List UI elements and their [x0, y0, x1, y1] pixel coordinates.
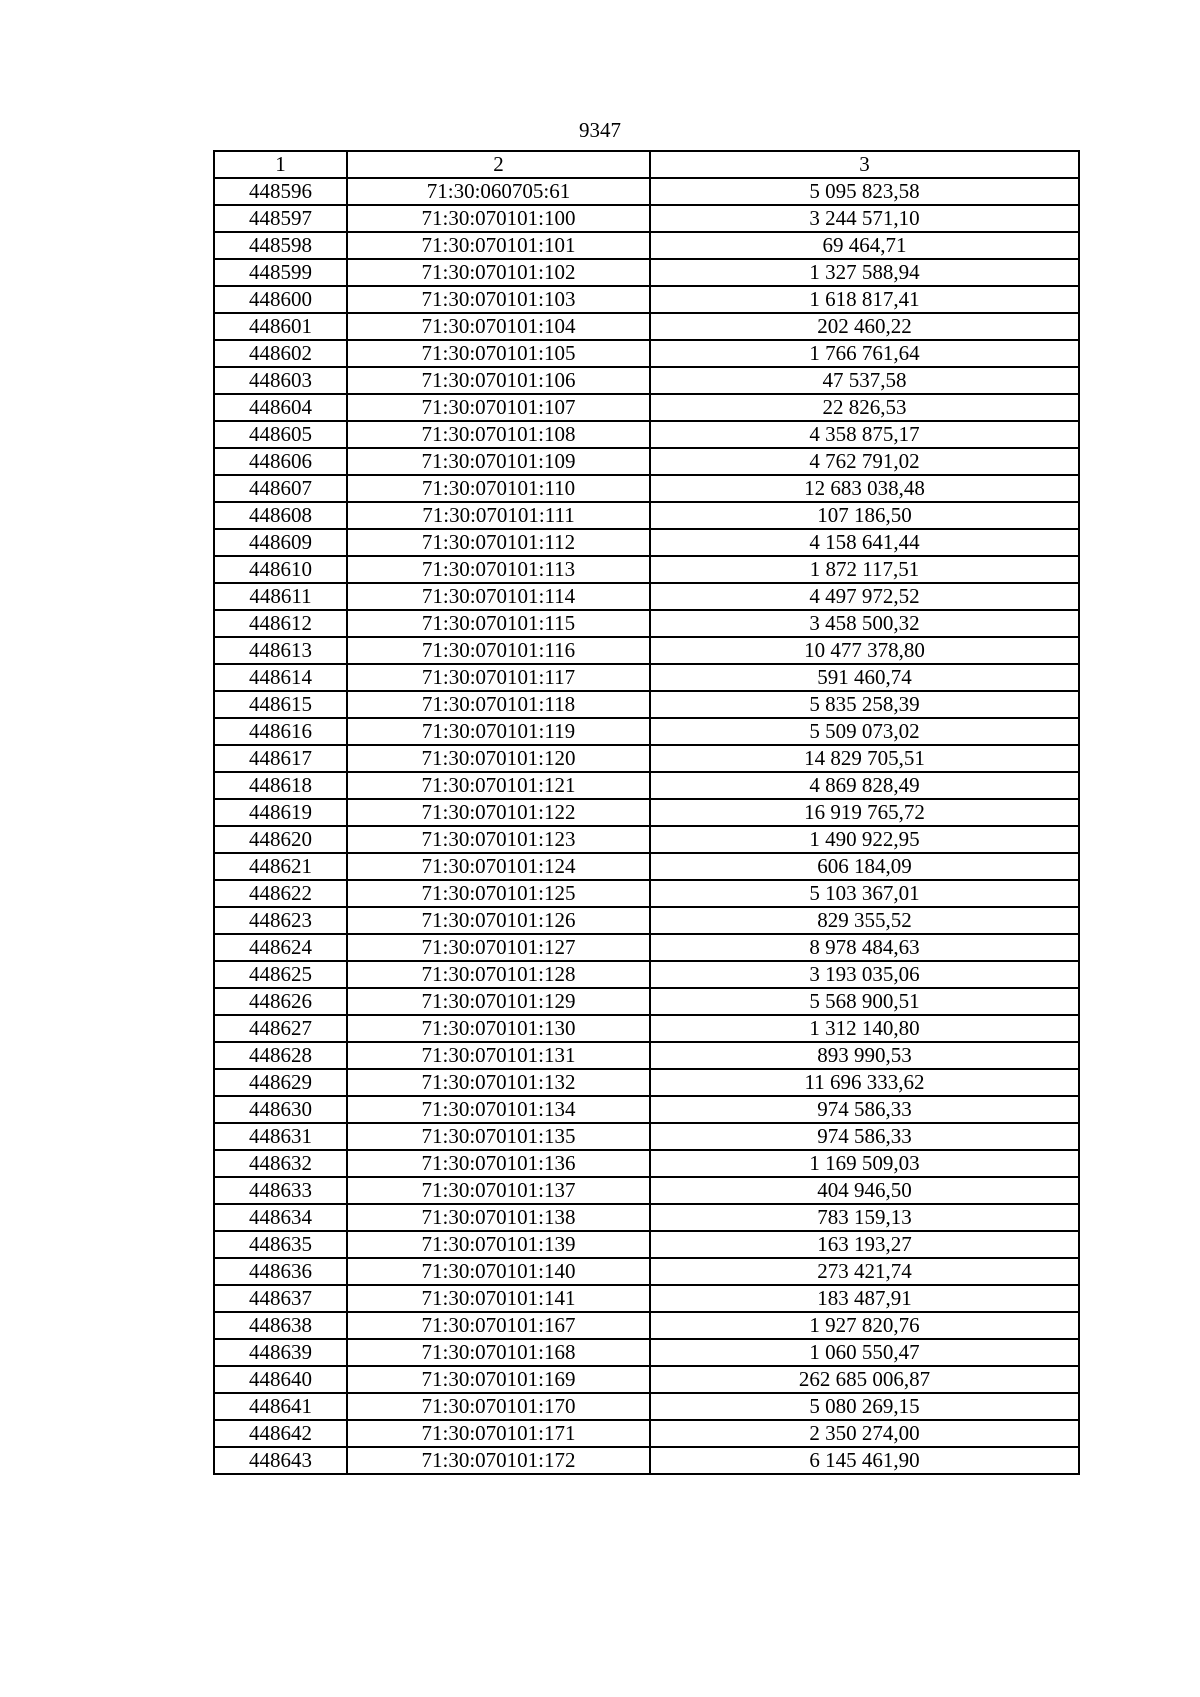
- table-row: [214, 691, 1079, 718]
- cadastral-number-cell: 71:30:070101:126: [347, 907, 650, 934]
- value-cell: 16 919 765,72: [650, 799, 1079, 826]
- row-number-cell: 448622: [214, 880, 347, 907]
- value-cell: 3 244 571,10: [650, 205, 1079, 232]
- column-header-2: 2: [347, 151, 650, 178]
- row-number-cell: 448629: [214, 1069, 347, 1096]
- value-cell: 273 421,74: [650, 1258, 1079, 1285]
- table-row: [214, 1042, 1079, 1069]
- cadastral-number-cell: 71:30:070101:135: [347, 1123, 650, 1150]
- row-number-cell: 448612: [214, 610, 347, 637]
- table-body: [214, 178, 1079, 1474]
- table-row: [214, 853, 1079, 880]
- cadastral-number-cell: 71:30:070101:141: [347, 1285, 650, 1312]
- column-header-1: 1: [214, 151, 347, 178]
- value-cell: 1 872 117,51: [650, 556, 1079, 583]
- table-row: [214, 1366, 1079, 1393]
- table-row: [214, 718, 1079, 745]
- value-cell: 183 487,91: [650, 1285, 1079, 1312]
- value-cell: 893 990,53: [650, 1042, 1079, 1069]
- row-number-cell: 448616: [214, 718, 347, 745]
- cadastral-number-cell: 71:30:070101:170: [347, 1393, 650, 1420]
- value-cell: 606 184,09: [650, 853, 1079, 880]
- cadastral-number-cell: 71:30:070101:107: [347, 394, 650, 421]
- cadastral-number-cell: 71:30:070101:137: [347, 1177, 650, 1204]
- value-cell: 4 358 875,17: [650, 421, 1079, 448]
- cadastral-number-cell: 71:30:070101:114: [347, 583, 650, 610]
- row-number-cell: 448641: [214, 1393, 347, 1420]
- table-row: [214, 502, 1079, 529]
- cadastral-number-cell: 71:30:070101:131: [347, 1042, 650, 1069]
- row-number-cell: 448597: [214, 205, 347, 232]
- row-number-cell: 448633: [214, 1177, 347, 1204]
- table-row: [214, 313, 1079, 340]
- cadastral-number-cell: 71:30:070101:134: [347, 1096, 650, 1123]
- table-row: [214, 367, 1079, 394]
- row-number-cell: 448606: [214, 448, 347, 475]
- value-cell: 404 946,50: [650, 1177, 1079, 1204]
- cadastral-number-cell: 71:30:070101:101: [347, 232, 650, 259]
- table-row: [214, 1015, 1079, 1042]
- page-number: 9347: [579, 118, 621, 142]
- table-row: [214, 259, 1079, 286]
- table-row: [214, 934, 1079, 961]
- row-number-cell: 448619: [214, 799, 347, 826]
- table-row: [214, 1123, 1079, 1150]
- table-row: [214, 1420, 1079, 1447]
- cadastral-number-cell: 71:30:070101:103: [347, 286, 650, 313]
- table-row: [214, 1204, 1079, 1231]
- table-row: [214, 745, 1079, 772]
- row-number-cell: 448617: [214, 745, 347, 772]
- table-row: [214, 340, 1079, 367]
- table-row: [214, 1393, 1079, 1420]
- value-cell: 1 927 820,76: [650, 1312, 1079, 1339]
- value-cell: 6 145 461,90: [650, 1447, 1079, 1474]
- cadastral-number-cell: 71:30:070101:171: [347, 1420, 650, 1447]
- cadastral-number-cell: 71:30:070101:117: [347, 664, 650, 691]
- table-row: [214, 1258, 1079, 1285]
- row-number-cell: 448635: [214, 1231, 347, 1258]
- cadastral-number-cell: 71:30:070101:109: [347, 448, 650, 475]
- cadastral-number-cell: 71:30:070101:124: [347, 853, 650, 880]
- row-number-cell: 448600: [214, 286, 347, 313]
- row-number-cell: 448637: [214, 1285, 347, 1312]
- table-header: [214, 151, 1079, 178]
- value-cell: 4 869 828,49: [650, 772, 1079, 799]
- row-number-cell: 448615: [214, 691, 347, 718]
- table-row: [214, 826, 1079, 853]
- row-number-cell: 448639: [214, 1339, 347, 1366]
- row-number-cell: 448607: [214, 475, 347, 502]
- row-number-cell: 448643: [214, 1447, 347, 1474]
- value-cell: 163 193,27: [650, 1231, 1079, 1258]
- row-number-cell: 448636: [214, 1258, 347, 1285]
- value-cell: 1 490 922,95: [650, 826, 1079, 853]
- table-row: [214, 475, 1079, 502]
- row-number-cell: 448634: [214, 1204, 347, 1231]
- column-header-3: 3: [650, 151, 1079, 178]
- row-number-cell: 448640: [214, 1366, 347, 1393]
- table-row: [214, 232, 1079, 259]
- cadastral-number-cell: 71:30:070101:120: [347, 745, 650, 772]
- row-number-cell: 448627: [214, 1015, 347, 1042]
- value-cell: 829 355,52: [650, 907, 1079, 934]
- value-cell: 202 460,22: [650, 313, 1079, 340]
- value-cell: 5 509 073,02: [650, 718, 1079, 745]
- table-row: [214, 1231, 1079, 1258]
- value-cell: 5 103 367,01: [650, 880, 1079, 907]
- row-number-cell: 448598: [214, 232, 347, 259]
- row-number-cell: 448602: [214, 340, 347, 367]
- value-cell: 1 618 817,41: [650, 286, 1079, 313]
- cadastral-number-cell: 71:30:070101:108: [347, 421, 650, 448]
- value-cell: 1 327 588,94: [650, 259, 1079, 286]
- table-row: [214, 907, 1079, 934]
- row-number-cell: 448642: [214, 1420, 347, 1447]
- cadastral-number-cell: 71:30:070101:112: [347, 529, 650, 556]
- table-row: [214, 1069, 1079, 1096]
- value-cell: 1 766 761,64: [650, 340, 1079, 367]
- table-row: [214, 1285, 1079, 1312]
- table-row: [214, 448, 1079, 475]
- value-cell: 69 464,71: [650, 232, 1079, 259]
- value-cell: 14 829 705,51: [650, 745, 1079, 772]
- cadastral-number-cell: 71:30:070101:100: [347, 205, 650, 232]
- cadastral-number-cell: 71:30:070101:122: [347, 799, 650, 826]
- table-row: [214, 610, 1079, 637]
- row-number-cell: 448609: [214, 529, 347, 556]
- table-row: [214, 1339, 1079, 1366]
- table-row: [214, 664, 1079, 691]
- cadastral-number-cell: 71:30:070101:167: [347, 1312, 650, 1339]
- cadastral-number-cell: 71:30:070101:127: [347, 934, 650, 961]
- cadastral-number-cell: 71:30:070101:110: [347, 475, 650, 502]
- cadastral-number-cell: 71:30:070101:111: [347, 502, 650, 529]
- cadastral-number-cell: 71:30:070101:105: [347, 340, 650, 367]
- value-cell: 591 460,74: [650, 664, 1079, 691]
- row-number-cell: 448614: [214, 664, 347, 691]
- row-number-cell: 448613: [214, 637, 347, 664]
- table-row: [214, 799, 1079, 826]
- cadastral-number-cell: 71:30:070101:104: [347, 313, 650, 340]
- row-number-cell: 448611: [214, 583, 347, 610]
- row-number-cell: 448601: [214, 313, 347, 340]
- value-cell: 22 826,53: [650, 394, 1079, 421]
- value-cell: 3 193 035,06: [650, 961, 1079, 988]
- cadastral-number-cell: 71:30:070101:121: [347, 772, 650, 799]
- row-number-cell: 448618: [214, 772, 347, 799]
- cadastral-number-cell: 71:30:070101:118: [347, 691, 650, 718]
- table-row: [214, 286, 1079, 313]
- cadastral-number-cell: 71:30:070101:132: [347, 1069, 650, 1096]
- cadastral-number-cell: 71:30:070101:115: [347, 610, 650, 637]
- cadastral-number-cell: 71:30:070101:136: [347, 1150, 650, 1177]
- table-row: [214, 1177, 1079, 1204]
- cadastral-number-cell: 71:30:070101:169: [347, 1366, 650, 1393]
- row-number-cell: 448599: [214, 259, 347, 286]
- value-cell: 783 159,13: [650, 1204, 1079, 1231]
- value-cell: 1 060 550,47: [650, 1339, 1079, 1366]
- row-number-cell: 448621: [214, 853, 347, 880]
- cadastral-number-cell: 71:30:070101:140: [347, 1258, 650, 1285]
- value-cell: 1 169 509,03: [650, 1150, 1079, 1177]
- table-row: [214, 772, 1079, 799]
- table-row: [214, 421, 1079, 448]
- value-cell: 8 978 484,63: [650, 934, 1079, 961]
- header-row: [214, 151, 1079, 178]
- value-cell: 5 095 823,58: [650, 178, 1079, 205]
- value-cell: 2 350 274,00: [650, 1420, 1079, 1447]
- table-row: [214, 394, 1079, 421]
- value-cell: 5 568 900,51: [650, 988, 1079, 1015]
- cadastral-number-cell: 71:30:070101:116: [347, 637, 650, 664]
- value-cell: 974 586,33: [650, 1123, 1079, 1150]
- value-cell: 4 497 972,52: [650, 583, 1079, 610]
- table-row: [214, 583, 1079, 610]
- table-row: [214, 529, 1079, 556]
- cadastral-number-cell: 71:30:070101:139: [347, 1231, 650, 1258]
- value-cell: 5 080 269,15: [650, 1393, 1079, 1420]
- cadastral-number-cell: 71:30:070101:125: [347, 880, 650, 907]
- row-number-cell: 448604: [214, 394, 347, 421]
- table-row: [214, 988, 1079, 1015]
- row-number-cell: 448623: [214, 907, 347, 934]
- table-row: [214, 1447, 1079, 1474]
- cadastral-number-cell: 71:30:060705:61: [347, 178, 650, 205]
- table-row: [214, 637, 1079, 664]
- table-row: [214, 1096, 1079, 1123]
- row-number-cell: 448624: [214, 934, 347, 961]
- row-number-cell: 448620: [214, 826, 347, 853]
- value-cell: 10 477 378,80: [650, 637, 1079, 664]
- table-row: [214, 961, 1079, 988]
- cadastral-number-cell: 71:30:070101:172: [347, 1447, 650, 1474]
- row-number-cell: 448603: [214, 367, 347, 394]
- table-row: [214, 1312, 1079, 1339]
- cadastral-number-cell: 71:30:070101:106: [347, 367, 650, 394]
- row-number-cell: 448628: [214, 1042, 347, 1069]
- value-cell: 1 312 140,80: [650, 1015, 1079, 1042]
- value-cell: 11 696 333,62: [650, 1069, 1079, 1096]
- value-cell: 3 458 500,32: [650, 610, 1079, 637]
- table-row: [214, 880, 1079, 907]
- table-row: [214, 205, 1079, 232]
- cadastral-number-cell: 71:30:070101:123: [347, 826, 650, 853]
- value-cell: 12 683 038,48: [650, 475, 1079, 502]
- row-number-cell: 448626: [214, 988, 347, 1015]
- cadastral-number-cell: 71:30:070101:168: [347, 1339, 650, 1366]
- cadastral-number-cell: 71:30:070101:129: [347, 988, 650, 1015]
- row-number-cell: 448632: [214, 1150, 347, 1177]
- cadastral-number-cell: 71:30:070101:138: [347, 1204, 650, 1231]
- row-number-cell: 448608: [214, 502, 347, 529]
- table-row: [214, 556, 1079, 583]
- row-number-cell: 448610: [214, 556, 347, 583]
- table-row: [214, 178, 1079, 205]
- value-cell: 974 586,33: [650, 1096, 1079, 1123]
- cadastral-number-cell: 71:30:070101:119: [347, 718, 650, 745]
- cadastral-number-cell: 71:30:070101:130: [347, 1015, 650, 1042]
- row-number-cell: 448630: [214, 1096, 347, 1123]
- row-number-cell: 448625: [214, 961, 347, 988]
- value-cell: 47 537,58: [650, 367, 1079, 394]
- registry-table: [213, 150, 1080, 1475]
- row-number-cell: 448605: [214, 421, 347, 448]
- row-number-cell: 448596: [214, 178, 347, 205]
- row-number-cell: 448631: [214, 1123, 347, 1150]
- cadastral-number-cell: 71:30:070101:102: [347, 259, 650, 286]
- cadastral-number-cell: 71:30:070101:128: [347, 961, 650, 988]
- value-cell: 4 158 641,44: [650, 529, 1079, 556]
- value-cell: 5 835 258,39: [650, 691, 1079, 718]
- row-number-cell: 448638: [214, 1312, 347, 1339]
- value-cell: 107 186,50: [650, 502, 1079, 529]
- cadastral-number-cell: 71:30:070101:113: [347, 556, 650, 583]
- value-cell: 4 762 791,02: [650, 448, 1079, 475]
- table-row: [214, 1150, 1079, 1177]
- value-cell: 262 685 006,87: [650, 1366, 1079, 1393]
